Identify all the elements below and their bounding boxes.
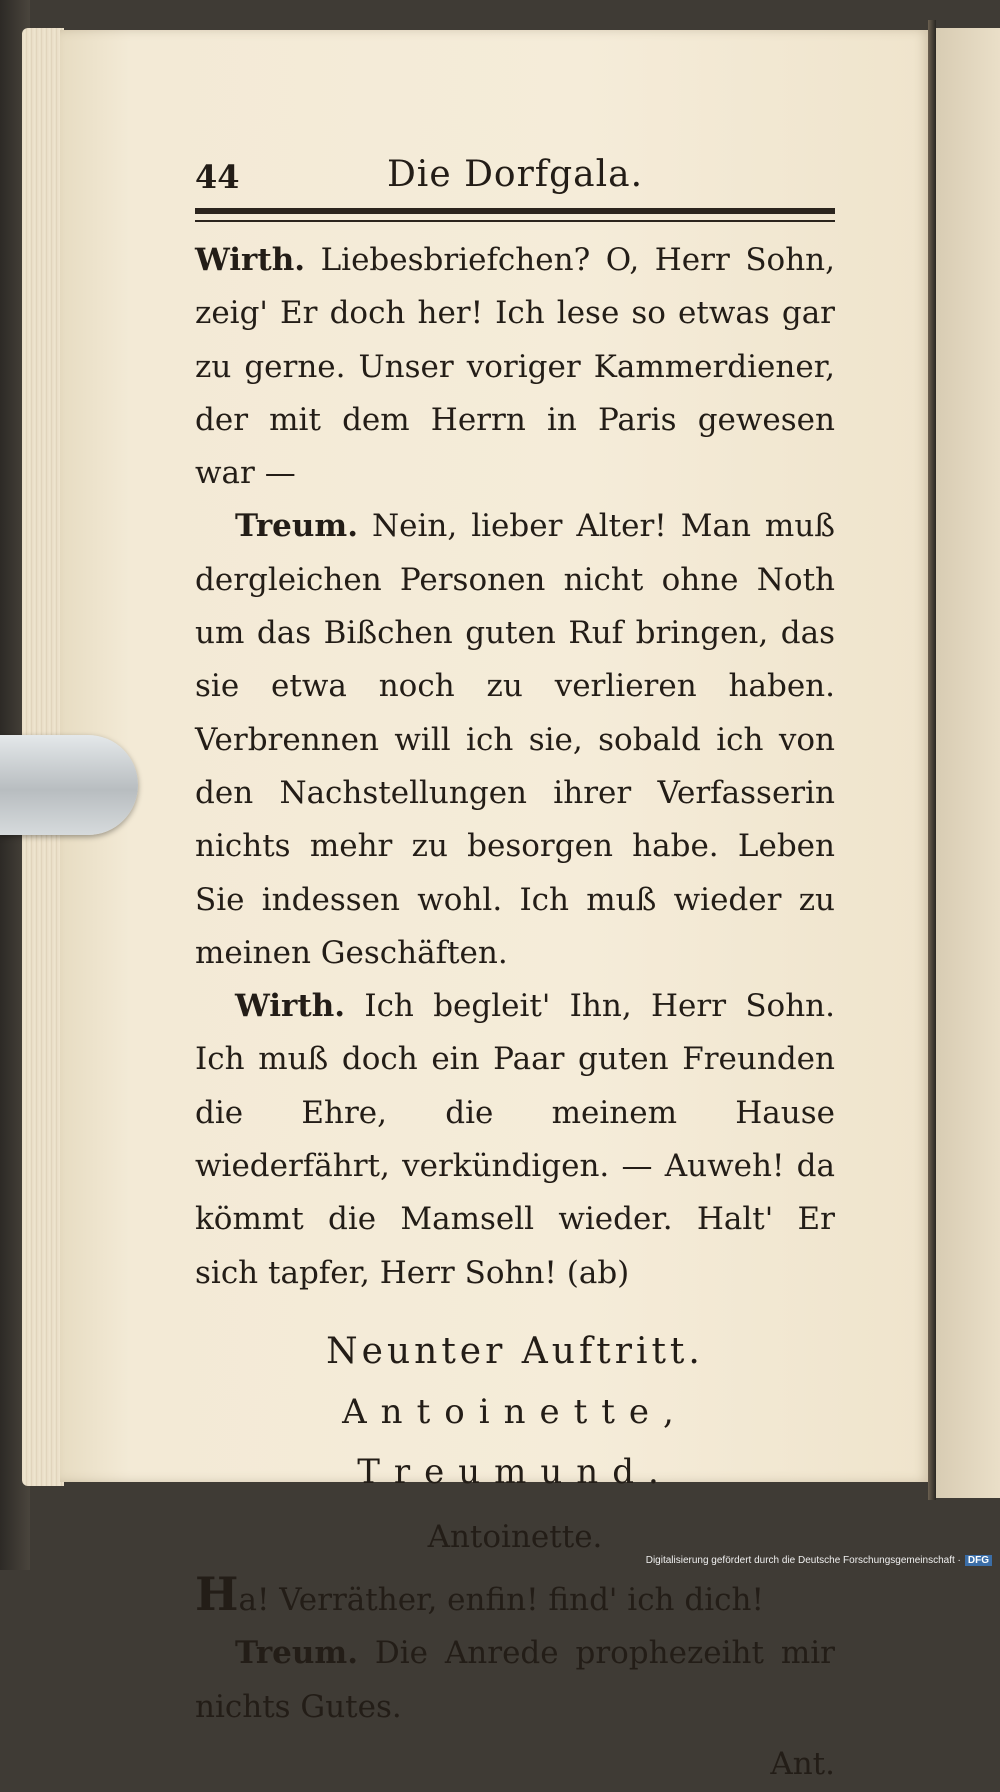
page-text-block xyxy=(195,150,835,1792)
running-title: Die Dorfgala. xyxy=(386,154,644,195)
speaker-label: Wirth. xyxy=(235,988,346,1025)
paragraph-text: Ich begleit' Ihn, Herr Sohn. Ich muß doch ein Paar guten Freunden die Ehre, die meinem Hause wiederfährt, verkündigen. — Auweh! da kömmt die Mamsell wieder. Halt' Er sich tapfer, Herr Sohn! (ab) xyxy=(195,988,835,1291)
page-header xyxy=(195,150,835,202)
credit-text: Digitalisierung gefördert durch die Deutsche Forschungsgemeinschaft · xyxy=(645,1555,961,1566)
facing-page-edge xyxy=(936,28,1000,1498)
paragraph xyxy=(195,1568,835,1627)
book-gutter xyxy=(928,20,936,1500)
paragraph xyxy=(195,1627,835,1734)
paragraph xyxy=(195,500,835,980)
paragraph-text: Die Anrede prophezeiht mir nichts Gutes. xyxy=(195,1635,835,1725)
drop-cap: H xyxy=(195,1566,239,1621)
scene-title: Neunter Auftritt. xyxy=(326,1330,704,1372)
body-text-scene xyxy=(195,1568,835,1734)
paragraph-text: Liebesbriefchen? O, Herr Sohn, zeig' Er doch her! Ich lese so etwas gar zu gerne. Unser voriger Kammerdiener, der mit dem Herrn in Paris gewesen war — xyxy=(195,242,835,492)
page-number: 44 xyxy=(195,158,240,196)
speaker-label: Wirth. xyxy=(195,242,306,278)
page-clip xyxy=(0,735,138,835)
paragraph xyxy=(195,980,835,1300)
digitization-credit xyxy=(646,1555,992,1566)
paragraph-text: Nein, lieber Alter! Man muß dergleichen Personen nicht ohne Noth um das Bißchen guten Ruf bringen, das sie etwa noch zu verlieren haben. Verbrennen will ich sie, sobald ich von den Nachstellungen ihrer Verfasserin nichts mehr zu besorgen habe. Leben Sie indessen wohl. Ich muß wieder zu meinen Geschäften. xyxy=(195,508,835,971)
speaker-label: Treum. xyxy=(235,508,359,545)
speaker-heading: Antoinette. xyxy=(427,1518,603,1555)
body-text xyxy=(195,234,835,1300)
header-rule-thick xyxy=(195,208,835,214)
scene-persons: Antoinette, Treumund. xyxy=(342,1391,688,1492)
dfg-logo: DFG xyxy=(965,1555,992,1566)
speaker-label: Treum. xyxy=(235,1635,359,1672)
catchword: Ant. xyxy=(770,1745,835,1782)
paragraph-text: a! Verräther, enfin! find' ich dich! xyxy=(238,1581,764,1618)
paragraph xyxy=(195,234,835,500)
header-rule-thin xyxy=(195,220,835,222)
